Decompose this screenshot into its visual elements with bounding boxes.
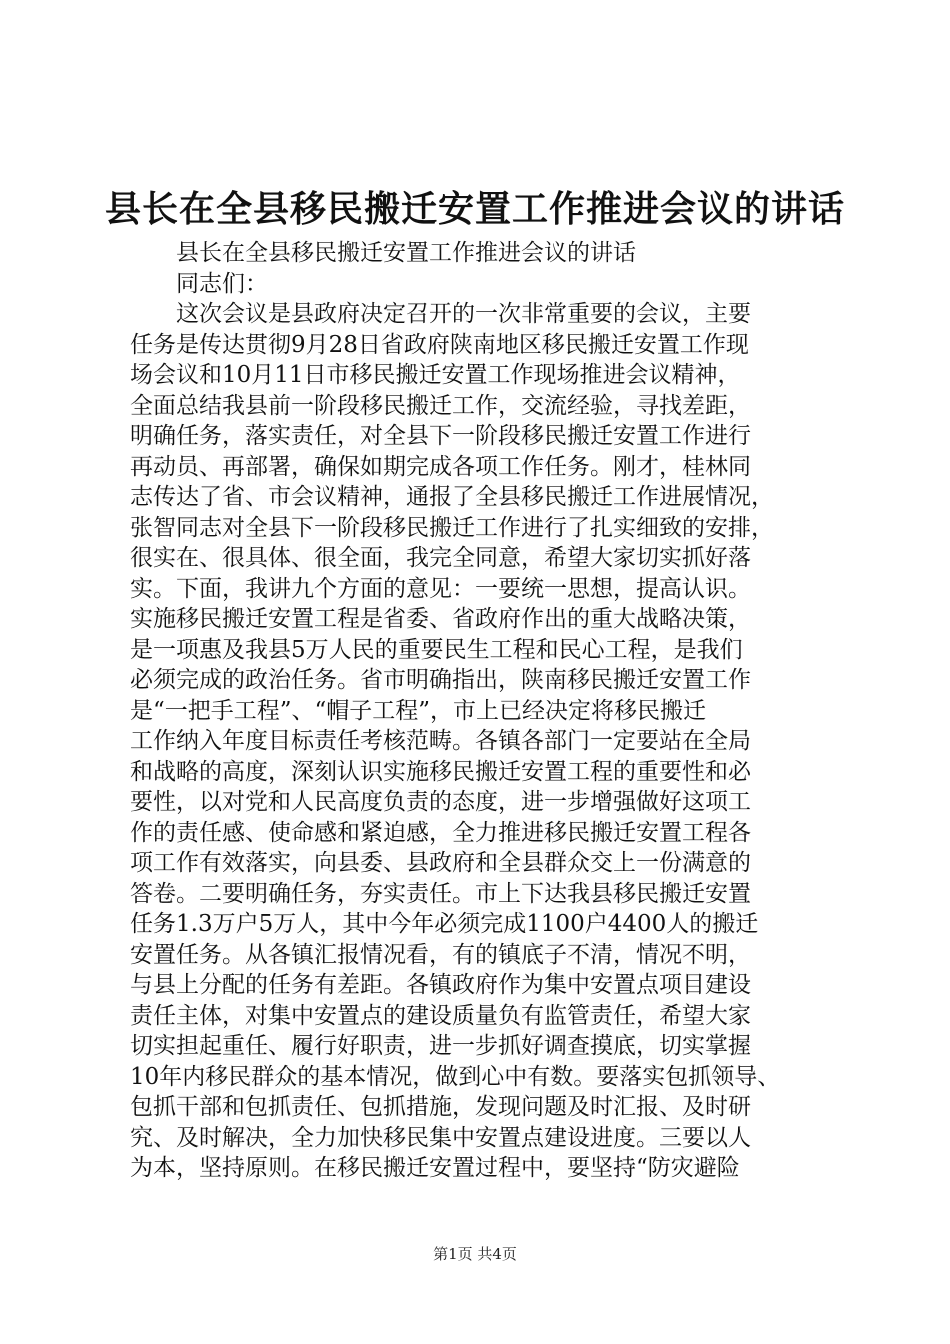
paragraph-line: 这次会议是县政府决定召开的一次非常重要的会议，主要 [176, 301, 751, 327]
paragraph-line: 明确任务，落实责任，对全县下一阶段移民搬迁安置工作进行 [130, 423, 751, 449]
document-title: 县长在全县移民搬迁安置工作推进会议的讲话 [104, 188, 845, 230]
paragraph-line: 是“一把手工程”、“帽子工程”，市上已经决定将移民搬迁 [130, 697, 707, 724]
paragraph-line: 任务是传达贯彻9月28日省政府陕南地区移民搬迁安置工作现 [130, 331, 749, 358]
paragraph-line: 实。下面，我讲九个方面的意见：一要统一思想，提高认识。 [130, 575, 751, 602]
paragraph-line: 任务1.3万户5万人，其中今年必须完成1100户4400人的搬迁 [130, 911, 759, 937]
paragraph-line: 张智同志对全县下一阶段移民搬迁工作进行了扎实细致的安排， [130, 514, 774, 541]
subtitle-line: 县长在全县移民搬迁安置工作推进会议的讲话 [176, 240, 636, 266]
paragraph-line: 与县上分配的任务有差距。各镇政府作为集中安置点项目建设 [130, 972, 751, 998]
paragraph-line: 是一项惠及我县5万人民的重要民生工程和民心工程，是我们 [130, 636, 743, 663]
paragraph-line: 实施移民搬迁安置工程是省委、省政府作出的重大战略决策， [130, 606, 751, 632]
paragraph-line: 再动员、再部署，确保如期完成各项工作任务。刚才，桂林同 [130, 453, 751, 480]
paragraph-line: 答卷。二要明确任务，夯实责任。市上下达我县移民搬迁安置 [130, 880, 751, 907]
paragraph-line: 切实担起重任、履行好职责，进一步抓好调查摸底，切实掌握 [130, 1033, 751, 1059]
paragraph-line: 责任主体，对集中安置点的建设质量负有监管责任，希望大家 [130, 1002, 751, 1029]
paragraph-line: 项工作有效落实，向县委、县政府和全县群众交上一份满意的 [130, 850, 751, 876]
paragraph-line: 和战略的高度，深刻认识实施移民搬迁安置工程的重要性和必 [130, 758, 751, 785]
paragraph-line: 究、及时解决，全力加快移民集中安置点建设进度。三要以人 [130, 1124, 751, 1151]
paragraph-line: 安置任务。从各镇汇报情况看，有的镇底子不清，情况不明， [130, 941, 751, 968]
paragraph-line: 工作纳入年度目标责任考核范畴。各镇各部门一定要站在全局 [130, 728, 751, 754]
document-body [130, 238, 830, 1184]
paragraph-line: 作的责任感、使命感和紧迫感，全力推进移民搬迁安置工程各 [130, 819, 751, 846]
salutation-line: 同志们： [176, 270, 268, 297]
paragraph-line: 10年内移民群众的基本情况，做到心中有数。要落实包抓领导、 [130, 1063, 781, 1090]
paragraph-line: 要性，以对党和人民高度负责的态度，进一步增强做好这项工 [130, 789, 751, 815]
paragraph-line: 必须完成的政治任务。省市明确指出，陕南移民搬迁安置工作 [130, 667, 751, 693]
paragraph-line: 包抓干部和包抓责任、包抓措施，发现问题及时汇报、及时研 [130, 1094, 751, 1120]
paragraph-line: 很实在、很具体、很全面，我完全同意，希望大家切实抓好落 [130, 545, 751, 571]
page-footer: 第1页 共4页 [433, 1245, 517, 1263]
paragraph-line: 为本，坚持原则。在移民搬迁安置过程中，要坚持“防灾避险 [130, 1155, 740, 1181]
paragraph-line: 场会议和10月11日市移民搬迁安置工作现场推进会议精神， [130, 362, 741, 388]
paragraph-line: 志传达了省、市会议精神，通报了全县移民搬迁工作进展情况， [130, 484, 774, 510]
paragraph-line: 全面总结我县前一阶段移民搬迁工作，交流经验，寻找差距， [130, 392, 751, 419]
